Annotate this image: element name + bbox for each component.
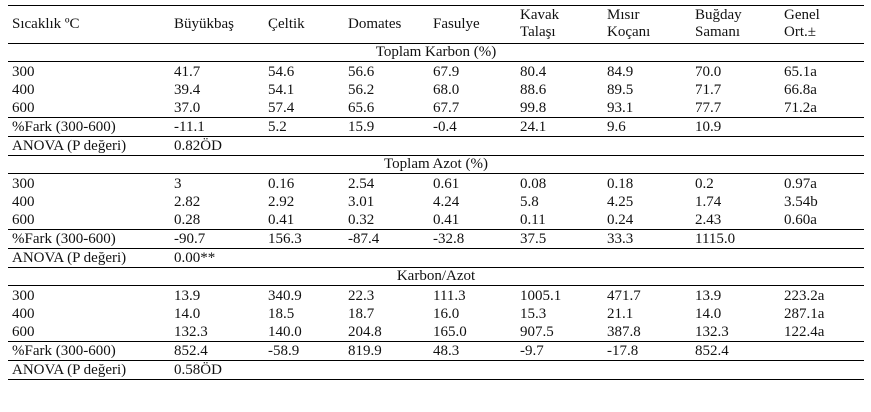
table-cell: 56.6 xyxy=(348,64,375,80)
row-temperature-cell: 400 xyxy=(12,306,35,322)
table-cell: 165.0 xyxy=(433,324,467,340)
table-cell: 0.11 xyxy=(520,212,546,228)
table-row xyxy=(8,323,864,342)
table-cell: 0.97a xyxy=(784,176,817,192)
fark-cell: 852.4 xyxy=(691,342,780,361)
anova-label: ANOVA (P değeri) xyxy=(12,250,127,266)
table-row xyxy=(8,305,864,323)
table-row xyxy=(8,193,864,211)
table-cell: 66.8a xyxy=(784,82,817,98)
table-cell: 0.24 xyxy=(607,212,634,228)
fark-cell: 819.9 xyxy=(344,342,429,361)
row-temperature-cell: 600 xyxy=(12,100,35,116)
table-cell: 67.9 xyxy=(433,64,460,80)
header-bugday-line1: Buğday xyxy=(695,7,742,23)
row-temperature-cell: 300 xyxy=(12,64,35,80)
table-row xyxy=(8,174,864,194)
table-cell: 4.25 xyxy=(607,194,634,210)
table-cell: 122.4a xyxy=(784,324,825,340)
section-title: Karbon/Azot xyxy=(8,268,864,286)
table-cell: 0.61 xyxy=(433,176,460,192)
row-temperature-cell: 400 xyxy=(12,82,35,98)
table-cell: 21.1 xyxy=(607,306,634,322)
fark-cell: -32.8 xyxy=(429,230,516,249)
fark-cell: -11.1 xyxy=(170,118,264,137)
fark-cell: 10.9 xyxy=(691,118,780,137)
anova-label: ANOVA (P değeri) xyxy=(8,361,170,380)
table-cell: 39.4 xyxy=(174,82,201,98)
table-cell: 132.3 xyxy=(695,324,729,340)
fark-cell: -90.7 xyxy=(170,230,264,249)
table-cell: 65.1a xyxy=(784,64,817,80)
table-cell: 3.01 xyxy=(348,194,375,210)
table-cell: 2.82 xyxy=(174,194,201,210)
table-cell: 340.9 xyxy=(268,288,302,304)
table-cell: 3.54b xyxy=(784,194,818,210)
fark-cell: -87.4 xyxy=(344,230,429,249)
anova-value: 0.58ÖD xyxy=(170,361,864,380)
row-temperature-cell: 300 xyxy=(12,176,35,192)
fark-cell: -17.8 xyxy=(603,342,691,361)
table-cell: 88.6 xyxy=(520,82,547,98)
table-cell: 0.32 xyxy=(348,212,375,228)
section-title: Toplam Azot (%) xyxy=(8,156,864,174)
table-cell: 140.0 xyxy=(268,324,302,340)
header-domates: Domates xyxy=(348,16,402,32)
table-row xyxy=(8,62,864,82)
table-cell: 70.0 xyxy=(695,64,722,80)
fark-cell: 156.3 xyxy=(264,230,344,249)
results-table xyxy=(8,5,864,380)
fark-cell: -58.9 xyxy=(264,342,344,361)
row-temperature-cell: 600 xyxy=(12,324,35,340)
section-title-row xyxy=(8,268,864,286)
table-cell: 41.7 xyxy=(174,64,201,80)
table-cell: 0.16 xyxy=(268,176,295,192)
table-row xyxy=(8,81,864,99)
row-temperature-cell: 300 xyxy=(12,288,35,304)
table-cell: 89.5 xyxy=(607,82,634,98)
header-kavak-talasi xyxy=(516,6,603,44)
table-cell: 471.7 xyxy=(607,288,641,304)
table-cell: 13.9 xyxy=(695,288,722,304)
table-cell: 14.0 xyxy=(695,306,722,322)
table-header xyxy=(8,6,864,44)
table-cell: 132.3 xyxy=(174,324,208,340)
table-cell: 1005.1 xyxy=(520,288,562,304)
fark-cell xyxy=(780,230,864,249)
table-cell: 0.41 xyxy=(268,212,295,228)
table-cell: 22.3 xyxy=(348,288,375,304)
table-cell: 13.9 xyxy=(174,288,201,304)
anova-value: 0.00** xyxy=(174,250,216,266)
fark-row xyxy=(8,342,864,361)
header-genel-ort xyxy=(780,6,864,44)
section-title: Toplam Karbon (%) xyxy=(8,44,864,62)
table-cell: 37.0 xyxy=(174,100,201,116)
table-body xyxy=(8,44,864,380)
table-cell: 54.1 xyxy=(268,82,295,98)
table-cell: 18.7 xyxy=(348,306,375,322)
fark-label: %Fark (300-600) xyxy=(8,118,170,137)
table-cell: 71.2a xyxy=(784,100,817,116)
table-cell: 0.08 xyxy=(520,176,547,192)
table-cell: 65.6 xyxy=(348,100,375,116)
table-cell: 0.18 xyxy=(607,176,634,192)
table-cell: 93.1 xyxy=(607,100,634,116)
table-cell: 84.9 xyxy=(607,64,634,80)
table-cell: 80.4 xyxy=(520,64,547,80)
table-row xyxy=(8,211,864,230)
table-cell: 57.4 xyxy=(268,100,295,116)
header-kavak-line2: Talaşı xyxy=(520,24,556,40)
header-misir-kocani xyxy=(603,6,691,44)
table-cell: 223.2a xyxy=(784,288,825,304)
table-cell: 111.3 xyxy=(433,288,466,304)
anova-row xyxy=(8,137,864,156)
row-temperature-cell: 400 xyxy=(12,194,35,210)
table-cell: 18.5 xyxy=(268,306,295,322)
header-misir-line1: Mısır xyxy=(607,7,640,23)
table-cell: 71.7 xyxy=(695,82,722,98)
anova-label: ANOVA (P değeri) xyxy=(12,138,127,154)
header-temperature: Sıcaklık ºC xyxy=(12,16,80,32)
table-cell: 287.1a xyxy=(784,306,825,322)
table-cell: 1.74 xyxy=(695,194,722,210)
fark-cell xyxy=(780,118,864,137)
table-cell: 14.0 xyxy=(174,306,201,322)
header-misir-line2: Koçanı xyxy=(607,24,651,40)
section-title-row xyxy=(8,156,864,174)
header-genel-line1: Genel xyxy=(784,7,820,23)
table-cell: 56.2 xyxy=(348,82,375,98)
table-cell: 2.54 xyxy=(348,176,375,192)
fark-cell: 852.4 xyxy=(170,342,264,361)
fark-cell: 48.3 xyxy=(429,342,516,361)
table-cell: 0.41 xyxy=(433,212,460,228)
table-cell: 68.0 xyxy=(433,82,460,98)
header-fasulye: Fasulye xyxy=(433,16,480,32)
fark-cell: 24.1 xyxy=(516,118,603,137)
table-cell: 0.28 xyxy=(174,212,201,228)
anova-row xyxy=(8,361,864,380)
anova-row xyxy=(8,249,864,268)
table-cell: 2.92 xyxy=(268,194,295,210)
table-cell: 204.8 xyxy=(348,324,382,340)
header-bugday-line2: Samanı xyxy=(695,24,740,40)
section-title-row xyxy=(8,44,864,62)
header-genel-line2: Ort.± xyxy=(784,24,816,40)
fark-cell: 15.9 xyxy=(344,118,429,137)
anova-value: 0.82ÖD xyxy=(174,138,222,154)
fark-row xyxy=(8,118,864,137)
table-cell: 387.8 xyxy=(607,324,641,340)
table-row xyxy=(8,286,864,306)
table-cell: 0.60a xyxy=(784,212,817,228)
table-cell: 16.0 xyxy=(433,306,460,322)
table-cell: 54.6 xyxy=(268,64,295,80)
table-cell: 4.24 xyxy=(433,194,460,210)
table-cell: 3 xyxy=(174,176,182,192)
table-cell: 99.8 xyxy=(520,100,547,116)
fark-row xyxy=(8,230,864,249)
table-cell: 2.43 xyxy=(695,212,722,228)
fark-cell: -0.4 xyxy=(429,118,516,137)
fark-label: %Fark (300-600) xyxy=(8,230,170,249)
fark-cell xyxy=(780,342,864,361)
table-row xyxy=(8,99,864,118)
fark-cell: -9.7 xyxy=(516,342,603,361)
row-temperature-cell: 600 xyxy=(12,212,35,228)
table-cell: 77.7 xyxy=(695,100,722,116)
fark-cell: 5.2 xyxy=(264,118,344,137)
fark-cell: 9.6 xyxy=(603,118,691,137)
fark-label: %Fark (300-600) xyxy=(8,342,170,361)
table-cell: 907.5 xyxy=(520,324,554,340)
fark-cell: 1115.0 xyxy=(691,230,780,249)
table-cell: 0.2 xyxy=(695,176,714,192)
header-bugday-samani xyxy=(691,6,780,44)
table-cell: 15.3 xyxy=(520,306,547,322)
table-cell: 67.7 xyxy=(433,100,460,116)
fark-cell: 33.3 xyxy=(603,230,691,249)
fark-cell: 37.5 xyxy=(516,230,603,249)
header-kavak-line1: Kavak xyxy=(520,7,560,23)
header-celtik: Çeltik xyxy=(268,16,305,32)
table-cell: 5.8 xyxy=(520,194,539,210)
header-buyukbas: Büyükbaş xyxy=(174,16,234,32)
